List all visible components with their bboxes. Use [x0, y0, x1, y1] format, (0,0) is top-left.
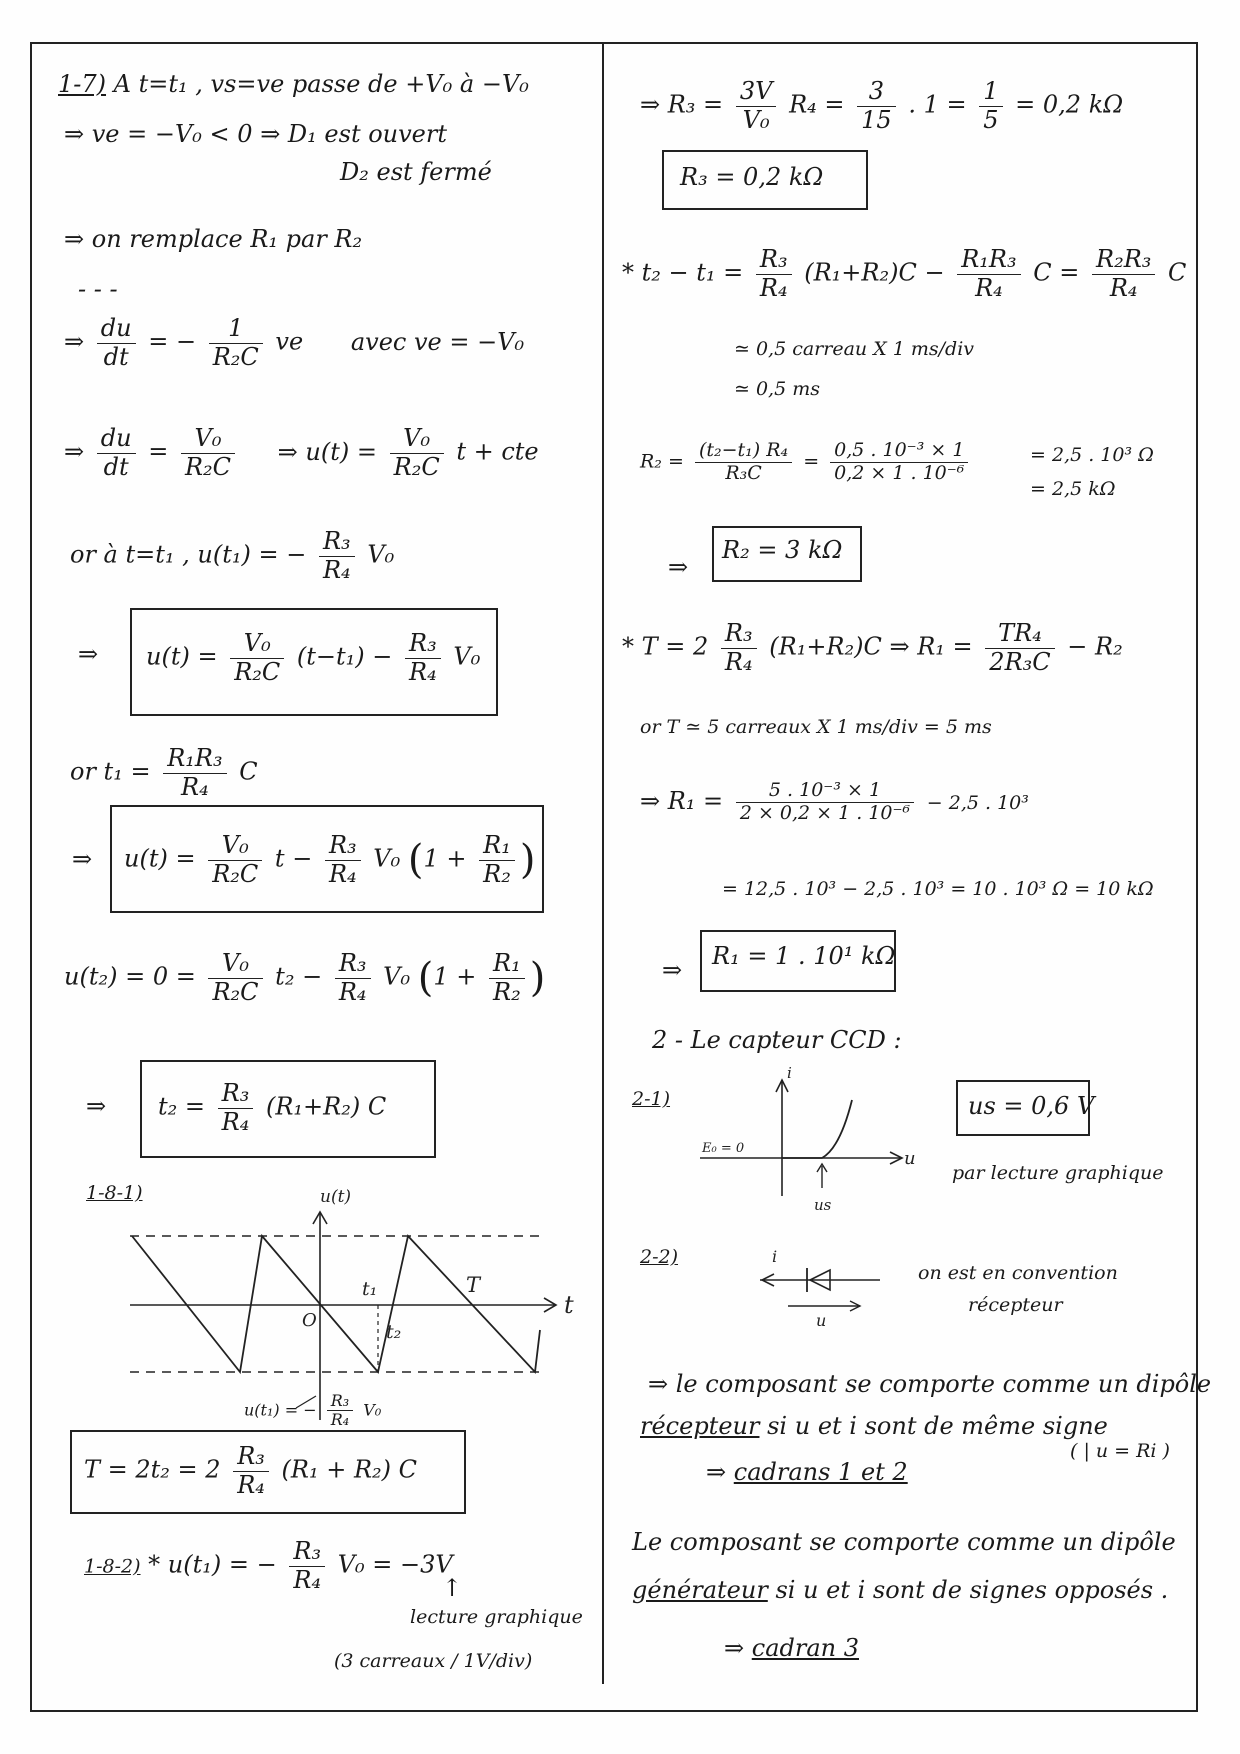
term: V₀	[383, 962, 411, 991]
arrow: ⇒	[78, 640, 99, 668]
numerator: R₃	[218, 1080, 254, 1109]
u-axis-label: u(t)	[320, 1187, 352, 1207]
denominator: dt	[103, 452, 129, 481]
numerator: R₁R₃	[957, 246, 1020, 275]
fraction	[230, 630, 284, 686]
i-axis-label: i	[787, 1064, 792, 1082]
term: R₂ =	[640, 450, 684, 473]
term: ⇒ u(t) =	[277, 437, 377, 466]
equation-dudt-2	[64, 425, 539, 481]
note-recepteur: récepteur	[968, 1294, 1063, 1316]
equation-initial	[70, 528, 394, 584]
denominator: R₂	[493, 977, 521, 1006]
numerator: TR₄	[985, 620, 1054, 649]
denominator: R₂C	[212, 977, 259, 1006]
fraction	[857, 78, 896, 134]
text-line: - - -	[78, 275, 118, 303]
term: − R₂	[1067, 632, 1123, 661]
origin-label: O	[302, 1310, 317, 1331]
denominator: R₄	[293, 1565, 322, 1594]
text: si u et i sont de même signe	[767, 1412, 1108, 1440]
equation-r2	[640, 440, 973, 485]
term: u(t) =	[124, 844, 196, 873]
numerator: R₃	[319, 528, 355, 557]
equals: = −	[148, 327, 197, 356]
section-label-2-1: 2-1)	[632, 1088, 671, 1110]
denominator: R₄	[330, 1410, 350, 1430]
text-line: ≃ 0,5 ms	[734, 378, 820, 400]
numerator: 3	[857, 78, 896, 107]
equation-u-t-expanded	[124, 832, 535, 888]
numerator: V₀	[181, 425, 235, 454]
term: V₀	[363, 1400, 382, 1420]
term: C =	[1033, 258, 1080, 287]
note-lecture-graphique: par lecture graphique	[952, 1162, 1164, 1184]
denominator: 2 × 0,2 × 1 . 10⁻⁶	[739, 801, 911, 824]
fraction	[97, 315, 136, 371]
fraction	[830, 440, 968, 485]
fraction	[695, 440, 792, 485]
equation-r1	[640, 780, 1029, 825]
numerator: 0,5 . 10⁻³ × 1	[830, 440, 968, 463]
result-cadran-3	[724, 1634, 859, 1663]
term: − 2,5 . 10³	[926, 791, 1029, 814]
result-r2: R₂ = 3 kΩ	[722, 536, 843, 564]
numerator: R₁	[489, 950, 525, 979]
denominator: R₄	[759, 273, 788, 302]
numerator: R₃	[335, 950, 371, 979]
equation-dudt-1	[64, 315, 524, 371]
section-label-1-8-2: 1-8-2)	[84, 1555, 141, 1578]
numerator: R₂R₃	[1092, 246, 1155, 275]
term: * T = 2	[622, 632, 709, 661]
diode-characteristic-graph	[690, 1060, 920, 1220]
fraction	[335, 950, 371, 1006]
term: * t₂ − t₁ =	[622, 258, 744, 287]
term: (R₁ + R₂) C	[281, 1455, 417, 1484]
t-axis-label: t	[564, 1291, 574, 1319]
equals: =	[803, 450, 820, 473]
term: = 0,2 kΩ	[1015, 90, 1124, 119]
denominator: dt	[103, 342, 129, 371]
text-line	[640, 1412, 1108, 1441]
denominator: 5	[983, 105, 999, 134]
fraction	[1092, 246, 1155, 302]
term: t₂ =	[158, 1092, 206, 1121]
arrow: ⇒	[706, 1458, 727, 1486]
term: (R₁+R₂)C −	[804, 258, 945, 287]
numerator: R₃	[405, 630, 441, 659]
fraction	[218, 1080, 254, 1136]
section-label-1-7: 1-7)	[58, 70, 107, 98]
graph-u-t1-annotation	[244, 1392, 381, 1430]
up-arrow: ↑	[442, 1574, 463, 1602]
term: avec ve = −V₀	[350, 327, 525, 356]
term: V₀ = −3V	[337, 1550, 453, 1579]
term: 1 +	[433, 962, 477, 991]
term: C	[1168, 258, 1187, 287]
denominator: R₄	[237, 1470, 265, 1499]
fraction	[979, 78, 1002, 134]
term: or t₁ =	[70, 757, 151, 786]
denominator: R₄	[181, 772, 209, 801]
characteristic-curve	[782, 1100, 852, 1158]
denominator: R₄	[724, 647, 753, 676]
text-line: ≃ 0,5 carreau X 1 ms/div	[734, 338, 975, 360]
denominator: R₂C	[234, 657, 281, 686]
numerator: du	[97, 315, 136, 344]
numerator: R₃	[325, 832, 361, 861]
text-line: Le composant se comporte comme un dipôle	[632, 1528, 1176, 1556]
term: or à t=t₁ , u(t₁) = −	[70, 540, 307, 569]
fraction	[985, 620, 1054, 676]
arrow: ⇒	[64, 327, 85, 356]
fraction	[325, 832, 361, 888]
denominator: R₄	[338, 977, 367, 1006]
diode-convention-diagram	[750, 1238, 900, 1330]
fraction	[736, 78, 777, 134]
section-1-7-line	[58, 70, 529, 99]
fraction	[289, 1538, 325, 1594]
numerator: du	[97, 425, 136, 454]
numerator: 1	[979, 78, 1002, 107]
u-axis-label: u	[904, 1148, 916, 1169]
voltage-label: u	[816, 1311, 827, 1330]
denominator: R₄	[1109, 273, 1138, 302]
fraction	[209, 315, 263, 371]
text-line: = 12,5 . 10³ − 2,5 . 10³ = 10 . 10³ Ω = 10 kΩ	[722, 878, 1154, 900]
note-lecture-graphique: lecture graphique	[410, 1606, 583, 1628]
term: * u(t₁) = −	[148, 1550, 277, 1579]
e0-label: E₀ = 0	[702, 1141, 745, 1156]
arrow: ⇒	[86, 1092, 107, 1120]
denominator: R₂C	[212, 859, 259, 888]
numerator: R₃	[233, 1443, 269, 1472]
result-us: us = 0,6 V	[968, 1092, 1095, 1120]
note-carreaux: (3 carreaux / 1V/div)	[334, 1650, 533, 1672]
text-line: ( | u = Ri )	[1070, 1440, 1170, 1462]
numerator: V₀	[390, 425, 444, 454]
fraction	[97, 425, 136, 481]
term: V₀	[367, 540, 395, 569]
arrow: ⇒	[662, 956, 683, 984]
equation-u-t1-value	[84, 1538, 453, 1594]
fraction	[181, 425, 235, 481]
arrow: ⇒	[724, 1634, 745, 1662]
numerator: R₁R₃	[163, 745, 226, 774]
t1-label: t₁	[362, 1278, 378, 1300]
term: 1 +	[423, 844, 467, 873]
numerator: 5 . 10⁻³ × 1	[736, 780, 914, 803]
denominator: 15	[861, 105, 892, 134]
result-cadrans-1-2	[706, 1458, 908, 1487]
fraction	[208, 832, 262, 888]
section-title-ccd: 2 - Le capteur CCD :	[652, 1026, 902, 1054]
text-line: ⇒ ve = −V₀ < 0 ⇒ D₁ est ouvert	[64, 120, 448, 148]
term: T = 2t₂ = 2	[84, 1455, 221, 1484]
text-line: ⇒ on remplace R₁ par R₂	[64, 225, 363, 253]
numerator: R₃	[756, 246, 792, 275]
term: u(t₁) = −	[244, 1400, 317, 1420]
result-r3: R₃ = 0,2 kΩ	[680, 163, 824, 191]
term: ⇒ R₃ =	[640, 90, 724, 119]
fraction	[957, 246, 1020, 302]
period-label: T	[466, 1273, 481, 1297]
term: cadran 3	[751, 1634, 859, 1662]
section-label-1-8-1: 1-8-1)	[86, 1182, 143, 1204]
term: . 1 =	[908, 90, 967, 119]
fraction	[208, 950, 262, 1006]
term: t + cte	[456, 437, 539, 466]
note-convention: on est en convention	[918, 1262, 1118, 1284]
term: t₂ −	[275, 962, 323, 991]
term: R₄ =	[789, 90, 845, 119]
paren-open: (	[407, 837, 424, 884]
denominator: R₄	[221, 1107, 250, 1136]
equation-u-t	[146, 630, 480, 686]
numerator: V₀	[208, 832, 262, 861]
numerator: (t₂−t₁) R₄	[695, 440, 792, 463]
denominator: R₃C	[725, 461, 762, 484]
denominator: 2R₃C	[989, 647, 1051, 676]
term: ⇒ R₁ =	[640, 786, 724, 815]
paren-close: )	[529, 955, 546, 1002]
fraction	[489, 950, 525, 1006]
equation-u-t2	[64, 950, 545, 1006]
equation-t2	[158, 1080, 386, 1136]
denominator: R₂C	[184, 452, 232, 481]
fraction	[233, 1443, 269, 1499]
denominator: R₄	[975, 273, 1003, 302]
term: u(t₂) = 0 =	[64, 962, 196, 991]
denominator: V₀	[742, 105, 770, 134]
fraction	[163, 745, 226, 801]
equals: =	[148, 437, 169, 466]
sawtooth-curve	[132, 1236, 540, 1372]
arrow: ⇒	[72, 845, 93, 873]
term: (R₁+R₂)C ⇒ R₁ =	[769, 632, 973, 661]
column-divider	[602, 42, 604, 1684]
term-generateur: générateur	[632, 1576, 768, 1604]
denominator: R₂C	[212, 342, 259, 371]
fraction	[736, 780, 914, 825]
numerator: R₁	[479, 832, 515, 861]
term: C	[239, 757, 258, 786]
text-line: D₂ est fermé	[340, 158, 492, 186]
text: si u et i sont de signes opposés .	[775, 1576, 1169, 1604]
numerator: R₃	[721, 620, 757, 649]
numerator: V₀	[230, 630, 284, 659]
denominator: R₂	[483, 859, 511, 888]
fraction	[721, 620, 757, 676]
equation-period	[84, 1443, 417, 1499]
us-label: us	[814, 1196, 832, 1214]
term: ve	[275, 327, 304, 356]
text-line: ⇒ le composant se comporte comme un dipôle	[648, 1370, 1212, 1398]
paren-close: )	[519, 837, 536, 884]
equation-t1	[70, 745, 258, 801]
arrow: ⇒	[64, 437, 85, 466]
text-line: A t=t₁ , vs=ve passe de +V₀ à −V₀	[113, 70, 529, 98]
denominator: R₄	[322, 555, 351, 584]
fraction	[405, 630, 441, 686]
numerator: 1	[209, 315, 263, 344]
result-r1: R₁ = 1 . 10¹ kΩ	[712, 942, 896, 970]
section-label-2-2: 2-2)	[640, 1246, 679, 1268]
term: t −	[274, 844, 313, 873]
fraction	[319, 528, 355, 584]
equation-r3	[640, 78, 1123, 134]
t2-label: t₂	[386, 1321, 402, 1343]
fraction	[390, 425, 444, 481]
arrow: ⇒	[668, 553, 689, 581]
denominator: R₄	[409, 657, 437, 686]
term: V₀	[373, 844, 401, 873]
result-line: = 2,5 kΩ	[1030, 478, 1116, 500]
fraction	[756, 246, 792, 302]
denominator: 0,2 × 1 . 10⁻⁶	[834, 461, 965, 484]
fraction	[327, 1392, 353, 1430]
text-line	[632, 1576, 1168, 1605]
term: V₀	[453, 642, 481, 671]
numerator: R₃	[327, 1392, 353, 1411]
numerator: R₃	[289, 1538, 325, 1567]
paren-open: (	[417, 955, 434, 1002]
result-line: = 2,5 . 10³ Ω	[1030, 444, 1154, 466]
current-label: i	[772, 1247, 778, 1266]
equation-t2-t1	[622, 246, 1186, 302]
term: (R₁+R₂) C	[266, 1092, 387, 1121]
term: u(t) =	[146, 642, 218, 671]
denominator: R₄	[328, 859, 357, 888]
equation-T-r1	[622, 620, 1123, 676]
term: (t−t₁) −	[296, 642, 393, 671]
numerator: V₀	[208, 950, 262, 979]
fraction	[479, 832, 515, 888]
term: cadrans 1 et 2	[733, 1458, 908, 1486]
text-line: or T ≃ 5 carreaux X 1 ms/div = 5 ms	[640, 716, 992, 738]
numerator: 3V	[736, 78, 777, 107]
term-recepteur: récepteur	[640, 1412, 760, 1440]
denominator: R₂C	[393, 452, 440, 481]
